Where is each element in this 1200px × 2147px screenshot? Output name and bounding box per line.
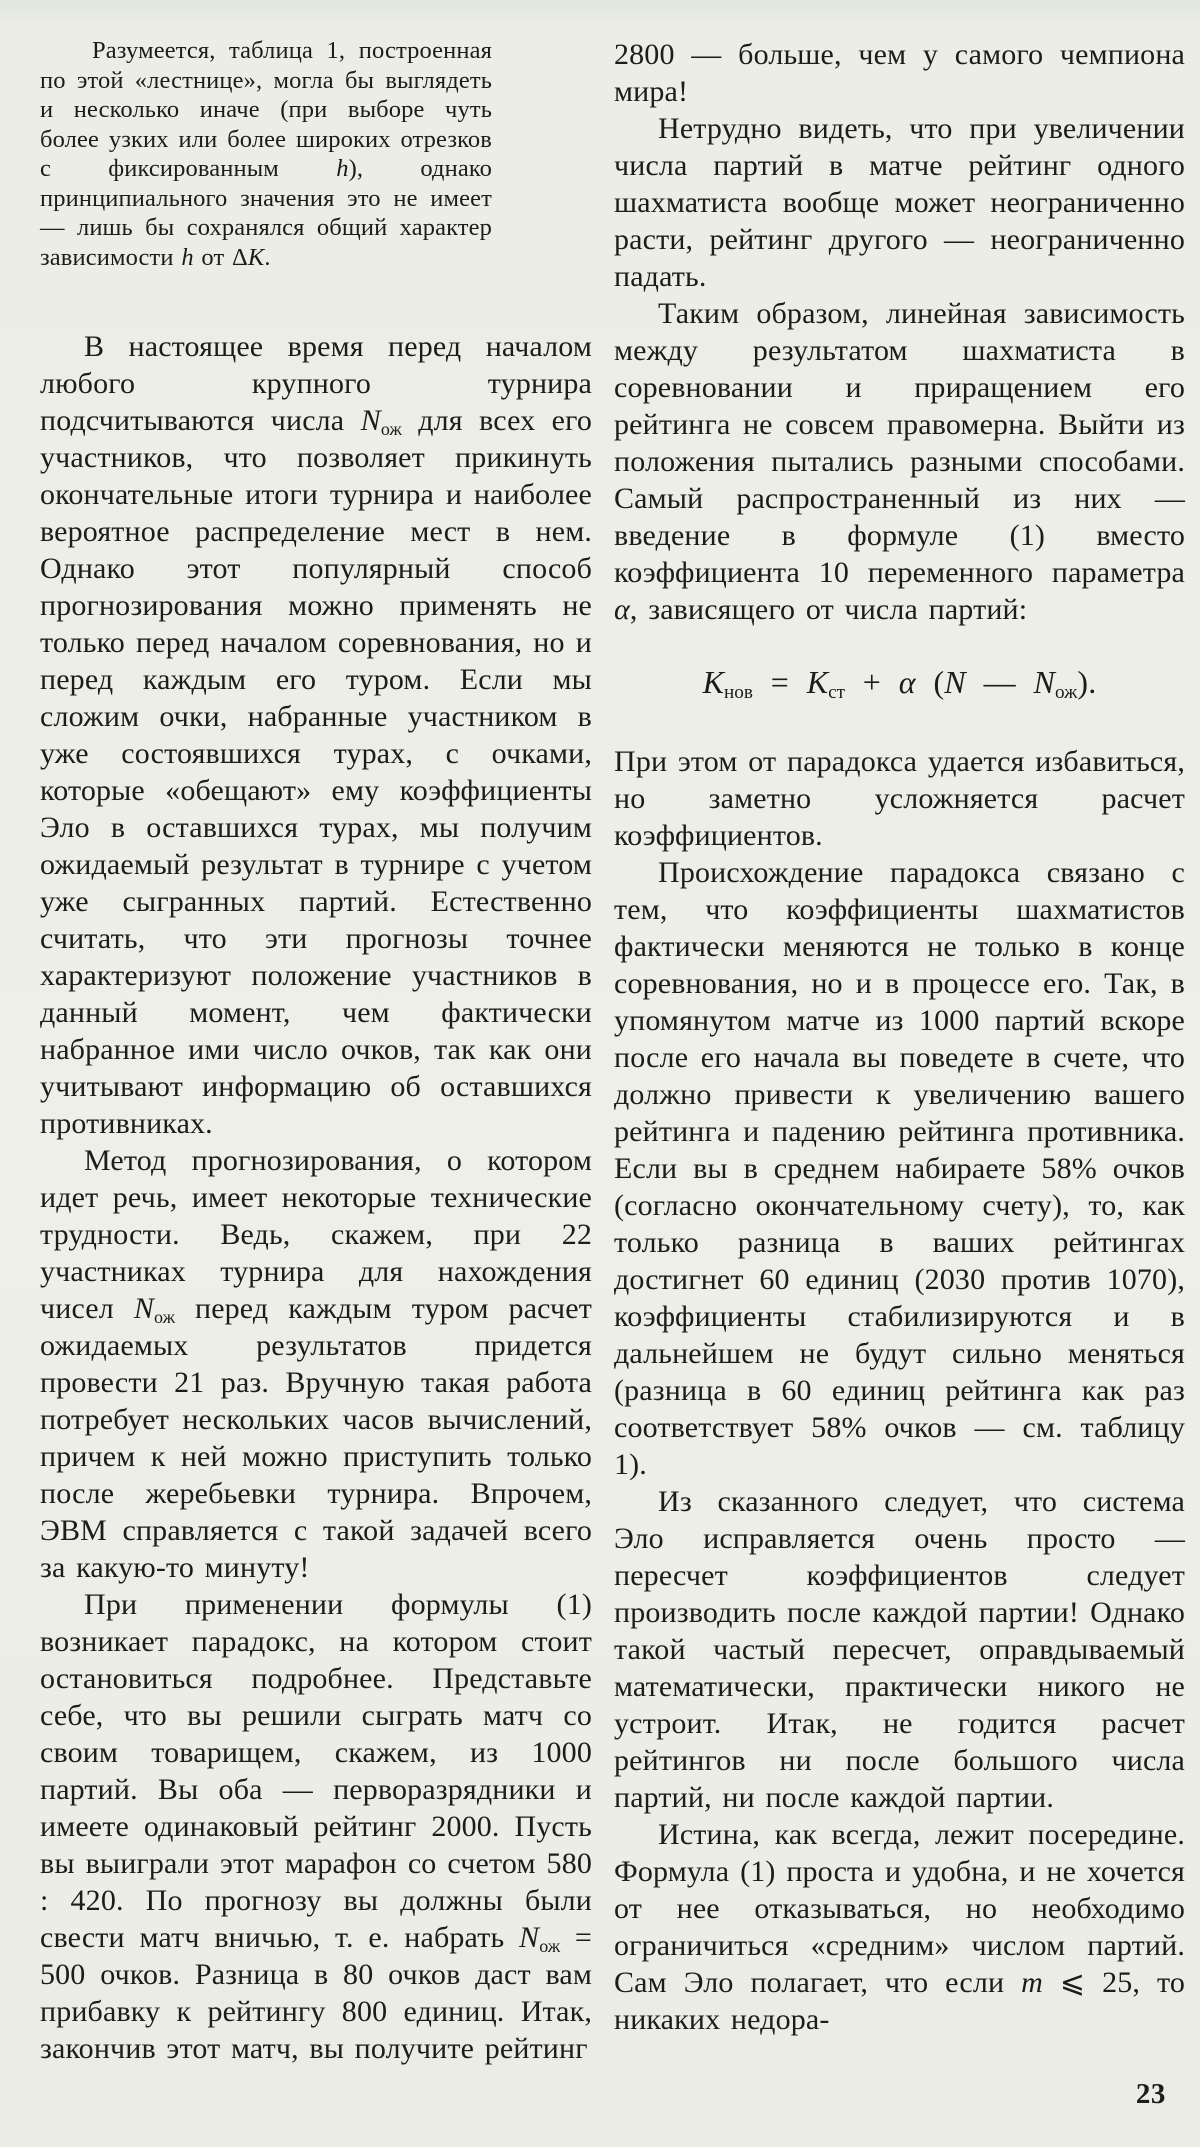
paragraph: При этом от парадокса удается избавиться, но заметно усложняется расчет коэффициентов. xyxy=(614,745,1185,852)
paragraph: Истина, как всегда, лежит посередине. Формула (1) проста и удобна, и не хочется от нее отказываться, но необходимо ограничиться «средним» числом партий. Сам Эло полагает, что если m ⩽ 25, то никаких недора- xyxy=(614,1818,1185,2036)
left-column xyxy=(40,36,592,2067)
paragraph: Происхождение парадокса связано с тем, что коэффициенты шахматистов фактически меняются не только в конце соревнования, но и в процессе его. Так, в упомянутом матче из 1000 партий вскоре после его начала вы поведете в счете, что должно привести к увеличению вашего рейтинга и падению рейтинга противника. Если вы в среднем набираете 58% очков (согласно окончательному счету), то, как только разница в ваших рейтингах достигнет 60 единиц (2030 против 1070), коэффициенты стабилизируются и в дальнейшем не будут сильно меняться (разница в 60 единиц рейтинга как раз соответствует 58% очков — см. таблицу 1). xyxy=(614,856,1185,1481)
right-column xyxy=(614,36,1185,2067)
paragraph-continuation: 2800 — больше, чем у самого чемпиона мира! xyxy=(614,38,1185,108)
paragraph: Из сказанного следует, что система Эло исправляется очень просто — пересчет коэффициентов следует производить после каждой партии! Однако такой частый пересчет, оправдываемый математически, практически никого не устроит. Итак, не годится расчет рейтингов ни после большого числа партий, ни после каждой партии. xyxy=(614,1485,1185,1814)
footnote-paragraph: Разумеется, таблица 1, построенная по этой «лестнице», могла бы выглядеть и несколько иначе (при выборе чуть более узких или более широких отрезков с фиксированным h), однако принципиального значения это не имеет — лишь бы сохранялся общий характер зависимости h от ΔК. xyxy=(40,37,492,271)
paragraph: Нетрудно видеть, что при увеличении числа партий в матче рейтинг одного шахматиста вообще может неограниченно расти, рейтинг другого — неограниченно падать. xyxy=(614,112,1185,293)
page-number: 23 xyxy=(1135,2078,1166,2110)
paragraph: При применении формулы (1) возникает парадокс, на котором стоит остановиться подробнее. Представьте себе, что вы решили сыграть матч со своим товарищем, скажем, из 1000 партий. Вы оба — перворазрядники и имеете одинаковый рейтинг 2000. Пусть вы выиграли этот марафон со счетом 580 : 420. По прогнозу вы должны были свести матч вничью, т. е. набрать $N_{ож} = 500$ очков. Разница в 80 очков даст вам прибавку к рейтингу 800 единиц. Итак, закончив этот матч, вы получите рейтинг xyxy=(40,1588,592,2065)
formula: $К_{нов} = К_{ст} + \alpha$ (N — $N_{ож}$). xyxy=(702,664,1097,703)
paragraph: Метод прогнозирования, о котором идет речь, имеет некоторые технические трудности. Ведь, скажем, при 22 участниках турнира для нахождения чисел $N_{ож}$ перед каждым туром расчет ожидаемых результатов придется провести 21 раз. Вручную такая работа потребует нескольких часов вычислений, причем к ней можно приступить только после жеребьевки турнира. Впрочем, ЭВМ справляется с такой задачей всего за какую-то минуту! xyxy=(40,1144,592,1584)
paragraph: В настоящее время перед началом любого крупного турнира подсчитываются числа $N_{ож}$ для всех его участников, что позволяет прикинуть окончательные итоги турнира и наиболее вероятное распределение мест в нем. Однако этот популярный способ прогнозирования можно применять не только перед началом соревнования, но и перед каждым его туром. Если мы сложим очки, набранные участником в уже состоявшихся турах, с очками, которые «обещают» ему коэффициенты Эло в оставшихся турах, мы получим ожидаемый результат в турнире с учетом уже сыгранных партий. Естественно считать, что эти прогнозы точнее характеризуют положение участников в данный момент, чем фактически набранное ими число очков, так как они учитывают информацию об оставшихся противниках. xyxy=(40,330,592,1140)
paragraph: Таким образом, линейная зависимость между результатом шахматиста в соревновании и приращением его рейтинга не совсем правомерна. Выйти из положения пытались разными способами. Самый распространенный из них — введение в формуле (1) вместо коэффициента 10 переменного параметра α, зависящего от числа партий: xyxy=(614,297,1185,626)
